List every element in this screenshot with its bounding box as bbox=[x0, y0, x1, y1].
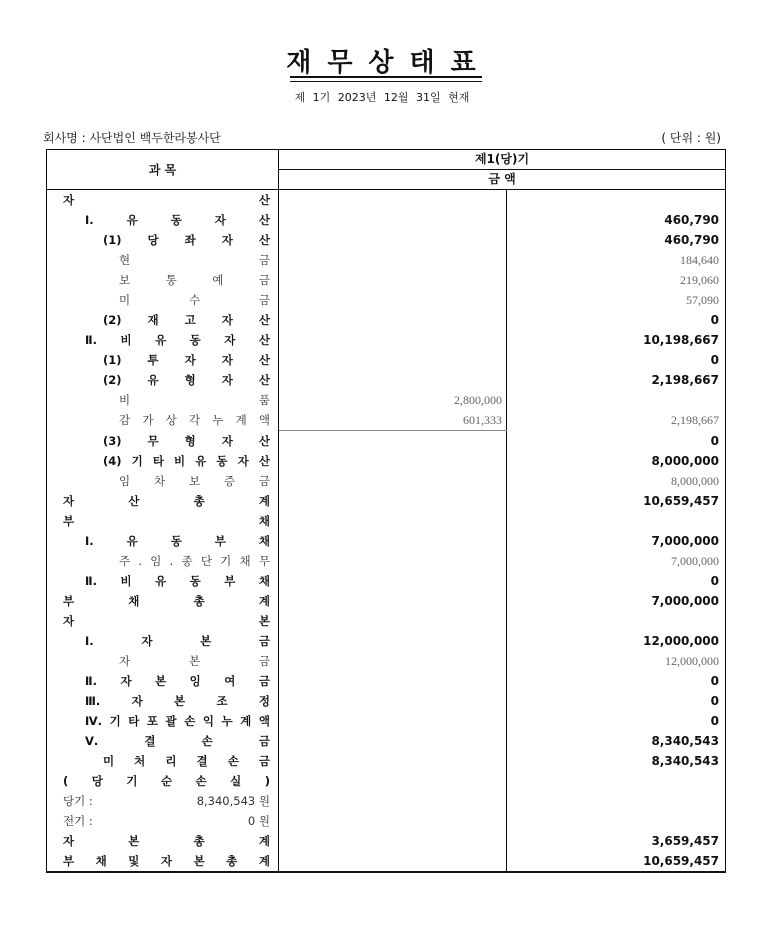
table-row bbox=[47, 190, 726, 211]
sub-amount-cell bbox=[279, 210, 507, 230]
account-label: Ⅱ. 비 유 동 부 채 bbox=[85, 574, 270, 588]
account-label: 임 차 보 증 금 bbox=[119, 474, 270, 488]
account-label-cell bbox=[47, 851, 279, 872]
table-row bbox=[47, 671, 726, 691]
table-row bbox=[47, 230, 726, 250]
sub-amount-cell bbox=[279, 230, 507, 250]
amount-cell: 12,000,000 bbox=[507, 651, 726, 671]
account-label: 미 처 리 결 손 금 bbox=[103, 754, 270, 768]
amount-cell: 219,060 bbox=[507, 270, 726, 290]
amount-cell bbox=[507, 190, 726, 211]
account-label: 자 산 총 계 bbox=[63, 494, 270, 508]
amount-cell: 184,640 bbox=[507, 250, 726, 270]
sub-amount-cell bbox=[279, 811, 507, 831]
amount-cell: 8,340,543 bbox=[507, 731, 726, 751]
account-label: (3) 무 형 자 산 bbox=[103, 433, 270, 448]
account-label-cell bbox=[47, 350, 279, 370]
account-label: 현 금 bbox=[119, 253, 270, 267]
sub-amount-cell bbox=[279, 551, 507, 571]
account-label-cell bbox=[47, 250, 279, 270]
sub-amount-cell bbox=[279, 310, 507, 330]
account-label-cell bbox=[47, 731, 279, 751]
account-label-cell bbox=[47, 410, 279, 431]
account-label-cell bbox=[47, 230, 279, 250]
account-label-cell bbox=[47, 370, 279, 390]
table-row bbox=[47, 451, 726, 471]
amount-cell: 8,000,000 bbox=[507, 471, 726, 491]
account-label-cell bbox=[47, 771, 279, 791]
table-row bbox=[47, 531, 726, 551]
account-label: 감 가 상 각 누 계 액 bbox=[119, 413, 270, 428]
account-label: 부 채 bbox=[63, 514, 270, 528]
table-row bbox=[47, 250, 726, 270]
sub-amount-cell bbox=[279, 290, 507, 310]
amount-cell: 0 bbox=[507, 711, 726, 731]
account-label: 자 산 bbox=[63, 193, 270, 207]
amount-cell: 3,659,457 bbox=[507, 831, 726, 851]
account-label-cell bbox=[47, 551, 279, 571]
account-label-cell bbox=[47, 330, 279, 350]
title-underline-thin bbox=[290, 81, 482, 82]
statement-title: 재무상태표 bbox=[286, 48, 492, 78]
account-label-cell bbox=[47, 270, 279, 290]
amount-cell: 2,198,667 bbox=[507, 410, 726, 431]
account-label-cell bbox=[47, 471, 279, 491]
table-row bbox=[47, 571, 726, 591]
table-row bbox=[47, 270, 726, 290]
sub-amount-cell bbox=[279, 611, 507, 631]
table-row bbox=[47, 831, 726, 851]
account-label-cell bbox=[47, 451, 279, 471]
sub-amount-cell bbox=[279, 511, 507, 531]
company-name: 회사명 : 사단법인 백두한라봉사단 bbox=[43, 131, 221, 145]
account-label-cell bbox=[47, 631, 279, 651]
period-loss-value: 0 원 bbox=[247, 814, 270, 828]
title-underline bbox=[290, 76, 482, 78]
account-label: (4) 기 타 비 유 동 자 산 bbox=[103, 454, 270, 468]
account-label: Ⅰ. 유 동 부 채 bbox=[85, 534, 270, 548]
account-label: (2) 재 고 자 산 bbox=[103, 313, 270, 327]
amount-cell: 8,000,000 bbox=[507, 451, 726, 471]
sub-amount-cell bbox=[279, 631, 507, 651]
amount-cell: 10,659,457 bbox=[507, 851, 726, 872]
table-row bbox=[47, 691, 726, 711]
sub-amount-cell bbox=[279, 591, 507, 611]
amount-cell bbox=[507, 511, 726, 531]
account-label-cell bbox=[47, 711, 279, 731]
amount-cell: 7,000,000 bbox=[507, 591, 726, 611]
account-label: 자 본 bbox=[63, 614, 270, 628]
table-row bbox=[47, 551, 726, 571]
sub-amount-cell bbox=[279, 190, 507, 211]
sub-amount-cell bbox=[279, 350, 507, 370]
account-label: 미 수 금 bbox=[119, 293, 270, 307]
account-label: ( 당 기 순 손 실 ) bbox=[63, 774, 270, 788]
sub-amount-cell bbox=[279, 711, 507, 731]
account-label: Ⅱ. 비 유 동 자 산 bbox=[85, 333, 270, 347]
amount-cell: 57,090 bbox=[507, 290, 726, 310]
sub-amount-cell bbox=[279, 691, 507, 711]
period-column-header: 제1(당)기 bbox=[279, 150, 726, 170]
table-row bbox=[47, 370, 726, 390]
amount-cell: 0 bbox=[507, 571, 726, 591]
table-row bbox=[47, 471, 726, 491]
table-row bbox=[47, 611, 726, 631]
amount-column-header: 금 액 bbox=[279, 170, 726, 190]
table-row bbox=[47, 751, 726, 771]
account-label: (2) 유 형 자 산 bbox=[103, 373, 270, 387]
table-row bbox=[47, 731, 726, 751]
table-row bbox=[47, 791, 726, 811]
table-row bbox=[47, 310, 726, 330]
amount-cell: 0 bbox=[507, 691, 726, 711]
sub-amount-cell bbox=[279, 431, 507, 452]
sub-amount-cell bbox=[279, 250, 507, 270]
sub-amount-cell bbox=[279, 791, 507, 811]
account-label-cell bbox=[47, 791, 279, 811]
period-loss-value: 8,340,543 원 bbox=[196, 794, 270, 808]
table-row bbox=[47, 511, 726, 531]
amount-cell: 0 bbox=[507, 310, 726, 330]
table-body bbox=[47, 190, 726, 873]
account-label-cell bbox=[47, 310, 279, 330]
account-label-cell bbox=[47, 651, 279, 671]
account-label-cell bbox=[47, 511, 279, 531]
account-label-cell bbox=[47, 491, 279, 511]
table-row bbox=[47, 350, 726, 370]
account-label: 보 통 예 금 bbox=[119, 273, 270, 287]
table-row bbox=[47, 390, 726, 410]
account-label-cell bbox=[47, 831, 279, 851]
amount-cell bbox=[507, 771, 726, 791]
account-label-cell bbox=[47, 811, 279, 831]
period-subtitle: 제 1기 2023년 12월 31일 현재 bbox=[294, 91, 470, 104]
amount-cell: 7,000,000 bbox=[507, 531, 726, 551]
amount-cell: 10,659,457 bbox=[507, 491, 726, 511]
account-label: 비 품 bbox=[119, 393, 270, 407]
period-label: 당기 : bbox=[63, 794, 93, 808]
amount-cell bbox=[507, 611, 726, 631]
amount-cell: 460,790 bbox=[507, 210, 726, 230]
sub-amount-cell bbox=[279, 731, 507, 751]
sub-amount-cell bbox=[279, 370, 507, 390]
sub-amount-cell bbox=[279, 851, 507, 872]
amount-cell: 8,340,543 bbox=[507, 751, 726, 771]
table-row bbox=[47, 711, 726, 731]
sub-amount-cell bbox=[279, 471, 507, 491]
account-label: (1) 투 자 자 산 bbox=[103, 353, 270, 367]
table-row bbox=[47, 330, 726, 350]
table-row bbox=[47, 591, 726, 611]
amount-cell bbox=[507, 811, 726, 831]
account-label: 부 채 및 자 본 총 계 bbox=[63, 854, 270, 868]
amount-cell bbox=[507, 791, 726, 811]
sub-amount-cell bbox=[279, 771, 507, 791]
account-label: 부 채 총 계 bbox=[63, 594, 270, 608]
table-row bbox=[47, 651, 726, 671]
account-label-cell bbox=[47, 531, 279, 551]
sub-amount-cell bbox=[279, 651, 507, 671]
account-label: 주 . 임 . 종 단 기 채 무 bbox=[119, 554, 270, 568]
amount-cell: 460,790 bbox=[507, 230, 726, 250]
account-label-cell bbox=[47, 751, 279, 771]
account-label-cell bbox=[47, 571, 279, 591]
sub-amount-cell: 601,333 bbox=[279, 410, 507, 431]
sub-amount-cell bbox=[279, 451, 507, 471]
account-label: 자 본 금 bbox=[119, 654, 270, 668]
account-label: Ⅲ. 자 본 조 정 bbox=[85, 694, 270, 708]
table-row bbox=[47, 811, 726, 831]
sub-amount-cell bbox=[279, 751, 507, 771]
sub-amount-cell bbox=[279, 491, 507, 511]
sub-amount-cell bbox=[279, 531, 507, 551]
sub-amount-cell bbox=[279, 270, 507, 290]
amount-cell: 12,000,000 bbox=[507, 631, 726, 651]
table-row bbox=[47, 210, 726, 230]
account-label: Ⅰ. 유 동 자 산 bbox=[85, 213, 270, 227]
amount-cell: 0 bbox=[507, 350, 726, 370]
unit-label: ( 단위 : 원) bbox=[661, 131, 721, 145]
sub-amount-cell bbox=[279, 330, 507, 350]
sub-amount-cell bbox=[279, 831, 507, 851]
balance-sheet-table bbox=[46, 149, 726, 873]
table-row bbox=[47, 631, 726, 651]
account-label: Ⅱ. 자 본 잉 여 금 bbox=[85, 674, 270, 688]
account-column-header: 과 목 bbox=[47, 150, 279, 190]
amount-cell: 2,198,667 bbox=[507, 370, 726, 390]
account-label: (1) 당 좌 자 산 bbox=[103, 233, 270, 247]
amount-cell bbox=[507, 390, 726, 410]
account-label-cell bbox=[47, 290, 279, 310]
amount-cell: 10,198,667 bbox=[507, 330, 726, 350]
account-label: Ⅴ. 결 손 금 bbox=[85, 734, 270, 748]
account-label-cell bbox=[47, 390, 279, 410]
table-row bbox=[47, 771, 726, 791]
account-label-cell bbox=[47, 671, 279, 691]
account-label-cell bbox=[47, 611, 279, 631]
account-label-cell bbox=[47, 591, 279, 611]
table-row bbox=[47, 410, 726, 431]
amount-cell: 0 bbox=[507, 431, 726, 452]
account-label: Ⅰ. 자 본 금 bbox=[85, 634, 270, 648]
table-row bbox=[47, 431, 726, 452]
account-label: 자 본 총 계 bbox=[63, 834, 270, 848]
account-label-cell bbox=[47, 691, 279, 711]
sub-amount-cell bbox=[279, 671, 507, 691]
account-label: Ⅳ. 기 타 포 괄 손 익 누 계 액 bbox=[85, 714, 270, 728]
account-label-cell bbox=[47, 431, 279, 452]
table-row bbox=[47, 851, 726, 872]
amount-cell: 0 bbox=[507, 671, 726, 691]
table-row bbox=[47, 290, 726, 310]
sub-amount-cell bbox=[279, 571, 507, 591]
period-label: 전기 : bbox=[63, 814, 93, 828]
sub-amount-cell: 2,800,000 bbox=[279, 390, 507, 410]
account-label-cell bbox=[47, 190, 279, 211]
table-row bbox=[47, 491, 726, 511]
account-label-cell bbox=[47, 210, 279, 230]
amount-cell: 7,000,000 bbox=[507, 551, 726, 571]
